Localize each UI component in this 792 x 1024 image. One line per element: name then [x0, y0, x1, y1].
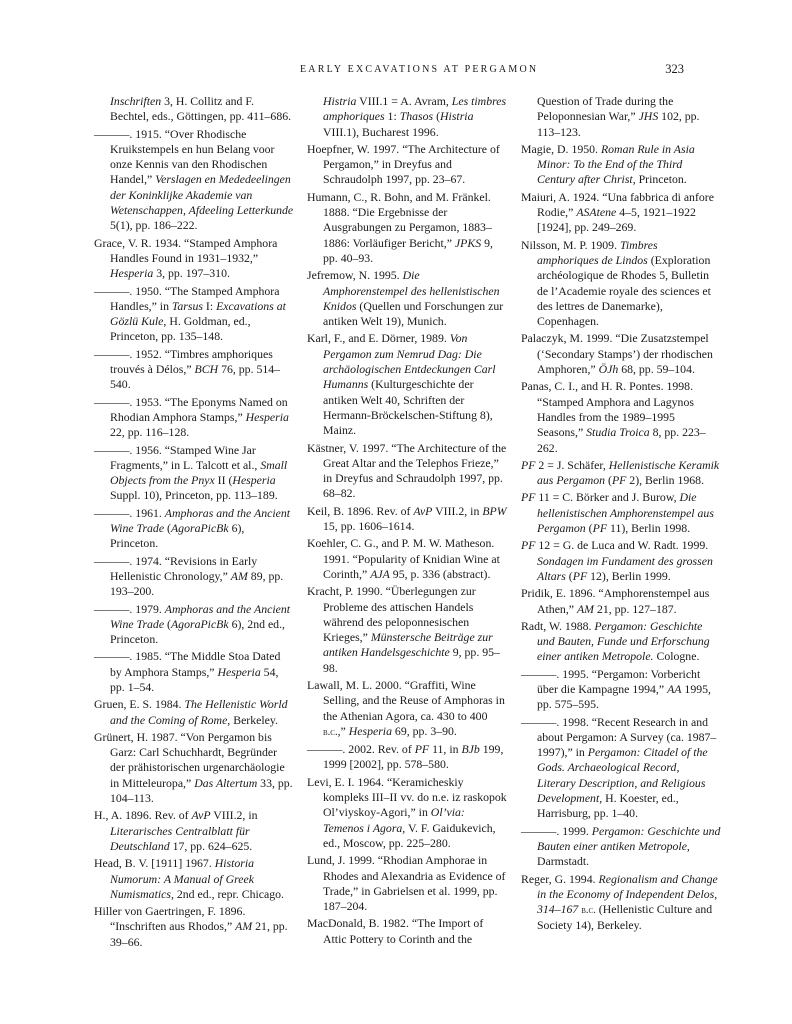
bibliography-entry: [521, 331, 721, 377]
italic-title: AvP: [191, 808, 211, 823]
entry-text: 9, pp. 40–93.: [323, 235, 493, 265]
bibliography-entry: [521, 490, 721, 536]
entry-text: 89, pp. 193–200.: [110, 568, 284, 599]
italic-title: AM: [230, 568, 248, 583]
entry-text: 2), Berlin 1968.: [626, 473, 705, 488]
italic-title: PF: [521, 457, 536, 472]
entry-text: (Hellenistic Culture and Society 14), Berkeley.: [537, 902, 713, 933]
entry-text: Question of Trade during the Peloponnesian War,”: [537, 94, 674, 124]
bibliography-column-2: [307, 94, 507, 949]
italic-title: AgoraPicBk: [170, 521, 229, 536]
entry-text: (: [565, 568, 573, 583]
bibliography-entry: [307, 916, 507, 947]
entry-text: Lawall, M. L. 2000. “Graffiti, Wine Selling, and the Reuse of Amphoras in the Athenian Agora, ca. 430 to 400: [307, 677, 505, 723]
italic-title: Small Objects from the Pnyx: [110, 457, 288, 488]
bibliography-entry-continued: [307, 94, 507, 140]
entry-text: Head, B. V. [1911] 1967.: [94, 856, 215, 871]
entry-text: Kästner, V. 1997. “The Architecture of the Great Altar and the Telephos Frieze,” in Dreyfus and Schraudolph 1997, pp. 68–82.: [307, 440, 507, 501]
italic-title: Hesperia: [348, 723, 392, 738]
entry-text: Darmstadt.: [537, 854, 590, 869]
bibliography-entry: [94, 697, 294, 728]
bibliography-entry: [521, 667, 721, 713]
entry-text: Pridik, E. 1896. “Amphorenstempel aus Athen,”: [521, 586, 710, 616]
entry-text: Berkeley.: [230, 712, 278, 727]
italic-title: Inschriften: [110, 94, 162, 108]
italic-title: AvP: [413, 503, 433, 518]
bibliography-entry: [94, 347, 294, 393]
small-caps-text: b.c.: [323, 726, 338, 738]
italic-title: Hesperia: [217, 664, 261, 679]
entry-text: Grünert, H. 1987. “Von Pergamon bis Garz: Carl Schuchhardt, Begründer der prähistorischen urgenarchäologie in Mitteleuropa,”: [94, 729, 285, 790]
entry-text: Keil, B. 1896. Rev. of: [307, 503, 414, 518]
entry-text: (Kulturgeschichte der antiken Welt 40, Schriften der Hermann-Bröckelschen-Stiftung 8), Mainz.: [323, 377, 493, 438]
italic-title: ASAtene: [576, 205, 617, 220]
italic-title: ÖJh: [598, 362, 619, 377]
entry-text: (: [164, 616, 171, 631]
italic-title: Pergamon: Citadel of the Gods. Archaeological Record, Literary Description, and Religious Development,: [537, 745, 708, 806]
entry-text: 68, pp. 59–104.: [618, 362, 695, 377]
entry-text: 6), 2nd ed., Princeton.: [110, 616, 285, 647]
italic-title: Münstersche Beiträge zur antiken Handelsgeschichte: [323, 630, 493, 660]
entry-text: VIII.2, in: [210, 808, 258, 823]
entry-text: Karl, F., and E. Dörner, 1989.: [307, 331, 450, 346]
entry-text: Hiller von Gaertringen, F. 1896. “Inschriften aus Rhodos,”: [94, 904, 246, 934]
bibliography-column-1: [94, 94, 294, 952]
entry-text: 33, pp. 104–113.: [110, 775, 293, 806]
italic-title: PF: [521, 538, 536, 553]
entry-text: MacDonald, B. 1982. “The Import of Attic Pottery to Corinth and the: [307, 916, 484, 946]
entry-text: ———. 1999.: [521, 823, 592, 838]
bibliography-entry: [94, 730, 294, 806]
entry-text: 1995, pp. 575–595.: [537, 681, 711, 712]
bibliography-entry: [307, 853, 507, 914]
entry-text: 11), Berlin 1998.: [607, 521, 691, 536]
entry-text: ———. 1985. “The Middle Stoa Dated by Amphora Stamps,”: [94, 649, 281, 679]
bibliography-entry: [94, 506, 294, 552]
entry-text: 3, H. Collitz and F. Bechtel, eds., Göttingen, pp. 411–686.: [110, 94, 292, 124]
bibliography-entry: [94, 904, 294, 950]
bibliography-entry: [521, 715, 721, 822]
italic-title: Timbres amphoriques de Lindos: [537, 237, 658, 267]
entry-text: 8, pp. 223–262.: [537, 425, 706, 455]
entry-text: 12 = G. de Luca and W. Radt. 1999.: [535, 538, 709, 553]
entry-text: Radt, W. 1988.: [521, 618, 595, 633]
italic-title: JPKS: [454, 235, 482, 250]
entry-text: 21, pp. 39–66.: [110, 919, 288, 949]
italic-title: Hellenistische Keramik aus Pergamon: [537, 457, 720, 488]
bibliography-entry: [94, 443, 294, 504]
entry-text: Koehler, C. G., and P. M. W. Matheson. 1991. “Popularity of Knidian Wine at Corinth,”: [307, 536, 500, 581]
entry-text: 21, pp. 127–187.: [594, 601, 677, 616]
entry-text: (: [585, 521, 593, 536]
italic-title: AM: [576, 601, 595, 616]
italic-title: BCH: [194, 362, 219, 377]
italic-title: Hesperia: [232, 473, 276, 488]
entry-text: VIII.1 = A. Avram,: [356, 94, 452, 108]
italic-title: Literarisches Centralblatt für Deutschland: [110, 823, 250, 853]
entry-text: ———. 1974. “Revisions in Early Hellenistic Chronology,”: [94, 553, 258, 583]
bibliography-entry: [521, 458, 721, 489]
italic-title: PF: [521, 490, 536, 505]
entry-text: Nilsson, M. P. 1909.: [521, 237, 620, 252]
bibliography-entry: [307, 504, 507, 535]
italic-title: Studia Troica: [586, 425, 650, 440]
italic-title: AJA: [370, 566, 390, 581]
bibliography-entry-continued: [521, 94, 721, 140]
italic-title: AM: [235, 919, 253, 934]
bibliography-entry: [94, 602, 294, 648]
entry-text: 3, pp. 197–310.: [153, 266, 230, 281]
entry-text: Palaczyk, M. 1999. “Die Zusatzstempel (‘Secondary Stamps’) der rhodischen Amphoren,”: [521, 331, 713, 377]
entry-text: (Exploration archéologique de Rhodes 5, Bulletin de l’Academie royale des sciences et des lettres de Danemarke), Copenhagen.: [537, 252, 711, 329]
entry-text: 2nd ed., repr. Chicago.: [173, 886, 284, 901]
italic-title: Histria: [440, 109, 474, 124]
italic-title: PF: [572, 568, 588, 583]
italic-title: Verslagen en Mededeelingen der Koninklijke Akademie van Wetenschappen, Afdeeling Letterkunde: [110, 172, 294, 218]
bibliography-entry: [94, 284, 294, 345]
entry-text: Jefremow, N. 1995.: [307, 268, 403, 283]
bibliography-entry: [521, 379, 721, 455]
entry-text: Princeton.: [635, 172, 687, 187]
bibliography-entry: [94, 808, 294, 854]
italic-title: Regionalism and Change in the Economy of Independent Delos, 314–167: [537, 871, 718, 917]
entry-text: Panas, C. I., and H. R. Pontes. 1998. “Stamped Amphora and Lagynos Handles from the 1989–1995 Seasons,”: [521, 379, 694, 440]
entry-text: ———. 1952. “Timbres amphoriques trouvés à Délos,”: [94, 346, 273, 377]
entry-text: Magie, D. 1950.: [521, 141, 601, 156]
entry-text: 76, pp. 514–540.: [110, 362, 281, 392]
entry-text: Humann, C., R. Bohn, and M. Fränkel. 1888. “Die Ergebnisse der Ausgrabungen zu Pergamon, 1883–1886: Vorläufiger Bericht,”: [307, 189, 492, 250]
entry-text: 11, in: [429, 742, 462, 757]
entry-text: 12), Berlin 1999.: [587, 568, 671, 583]
bibliography-entry: [94, 236, 294, 282]
entry-text: ,”: [337, 723, 349, 738]
entry-text: 6), Princeton.: [110, 521, 245, 551]
italic-title: Pergamon: Geschichte und Bauten, Funde und Erforschung einer antiken Metropole.: [537, 618, 710, 664]
bibliography-entry: [94, 856, 294, 902]
italic-title: Pergamon: Geschichte und Bauten einer antiken Metropole,: [537, 823, 721, 853]
entry-text: Hoepfner, W. 1997. “The Architecture of Pergamon,” in Dreyfus and Schraudolph 1997, pp. 23–67.: [307, 141, 500, 187]
entry-text: ———. 1961.: [94, 505, 165, 520]
entry-text: Levi, E. I. 1964. “Keramicheskiy kompleks III–II vv. do n.e. iz raskopok Ol’viyskoy-Agori,” in: [307, 774, 507, 820]
bibliography-entry: [307, 584, 507, 676]
entry-text: V. F. Gaidukevich, ed., Moscow, pp. 225–280.: [323, 820, 496, 850]
bibliography-entry: [307, 441, 507, 502]
entry-text: 2 = J. Schäfer,: [535, 457, 609, 472]
entry-text: 22, pp. 116–128.: [110, 425, 190, 440]
bibliography-entry: [521, 142, 721, 188]
italic-title: Von Pergamon zum Nemrud Dag: Die archäologischen Entdeckungen Carl Humanns: [323, 331, 496, 392]
italic-title: PF: [414, 742, 430, 757]
italic-title: AA: [667, 681, 682, 696]
bibliography-entry-continued: [94, 94, 294, 125]
entry-text: (Quellen und Forschungen zur antiken Welt 19), Munich.: [323, 298, 504, 329]
italic-title: The Hellenistic World and the Coming of Rome,: [110, 697, 288, 727]
entry-text: (: [164, 521, 171, 536]
italic-title: BJb: [461, 742, 480, 757]
page-number: 323: [665, 62, 684, 76]
bibliography-entry: [94, 127, 294, 234]
small-caps-text: b.c.: [581, 905, 596, 917]
entry-text: Grace, V. R. 1934. “Stamped Amphora Handles Found in 1931–1932,”: [94, 235, 278, 265]
entry-text: 102, pp. 113–123.: [537, 109, 700, 139]
entry-text: 69, pp. 3–90.: [391, 723, 457, 738]
entry-text: 15, pp. 1606–1614.: [323, 519, 415, 534]
entry-text: Cologne.: [653, 649, 700, 664]
entry-text: Gruen, E. S. 1984.: [94, 697, 185, 712]
entry-text: 54, pp. 1–54.: [110, 664, 279, 694]
entry-text: 95, p. 336 (abstract).: [389, 566, 491, 581]
entry-text: (: [433, 109, 441, 124]
italic-title: PF: [611, 473, 627, 488]
bibliography-entry: [94, 395, 294, 441]
bibliography-entry: [307, 268, 507, 329]
entry-text: ———. 1915. “Over Rhodische Kruikstempels en hun Belang voor onze Kennis van den Rhodischen Handel,”: [94, 126, 275, 187]
entry-text: H., A. 1896. Rev. of: [94, 808, 192, 823]
entry-text: 1:: [384, 109, 400, 124]
running-head: EARLY EXCAVATIONS AT PERGAMON: [300, 64, 539, 75]
entry-text: VIII.1), Bucharest 1996.: [323, 124, 439, 139]
italic-title: Thasos: [399, 109, 434, 124]
bibliography-entry: [521, 619, 721, 665]
entry-text: ———. 1953. “The Eponyms Named on Rhodian Amphora Stamps,”: [94, 394, 288, 424]
bibliography-entry: [94, 554, 294, 600]
bibliography-entry: [307, 536, 507, 582]
bibliography-entry: [307, 775, 507, 851]
bibliography-entry: [521, 824, 721, 870]
entry-text: Kracht, P. 1990. “Überlegungen zur Probleme des attischen Handels während des peloponnesischen Krieges,”: [307, 584, 476, 645]
entry-text: ———. 1998. “Recent Research in and about Pergamon: A Survey (ca. 1987–1997),” in: [521, 714, 717, 760]
entry-text: H. Koester, ed., Harrisburg, pp. 1–40.: [537, 791, 679, 821]
entry-text: H. Goldman, ed., Princeton, pp. 135–148.: [110, 314, 251, 344]
entry-text: 11 = C. Börker and J. Burow,: [535, 490, 680, 505]
bibliography-entry: [521, 538, 721, 584]
entry-text: 4–5, 1921–1922 [1924], pp. 249–269.: [537, 205, 696, 235]
entry-text: (: [605, 473, 612, 488]
italic-title: Amphoras and the Ancient Wine Trade: [110, 601, 291, 631]
entry-text: VIII.2, in: [432, 503, 483, 518]
bibliography-entry: [307, 678, 507, 740]
italic-title: BPW: [482, 503, 507, 518]
entry-text: ———. 1956. “Stamped Wine Jar Fragments,” in L. Talcott et al.,: [94, 442, 261, 472]
entry-text: 199, 1999 [2002], pp. 578–580.: [323, 742, 504, 772]
bibliography-entry: [521, 238, 721, 330]
entry-text: ———. 2002. Rev. of: [307, 742, 415, 757]
entry-text: Reger, G. 1994.: [521, 871, 599, 886]
entry-text: ———. 1950. “The Stamped Amphora Handles,” in: [94, 283, 280, 313]
entry-text: ———. 1979.: [94, 601, 165, 616]
italic-title: AgoraPicBk: [170, 616, 229, 631]
entry-text: 9, pp. 95–98.: [323, 645, 500, 675]
italic-title: JHS: [638, 109, 659, 124]
entry-text: ———. 1995. “Pergamon: Vorbericht über die Kampagne 1994,”: [521, 666, 701, 696]
bibliography-entry: [307, 331, 507, 438]
italic-title: Die Amphorenstempel des hellenistischen Knidos: [323, 268, 500, 313]
italic-title: Hesperia: [245, 409, 289, 424]
italic-title: Les timbres amphoriques: [323, 94, 507, 124]
entry-text: 5(1), pp. 186–222.: [110, 218, 198, 233]
italic-title: Histria: [323, 94, 357, 108]
bibliography-entry: [521, 586, 721, 617]
italic-title: Excavations at Gözlü Kule,: [110, 298, 286, 329]
bibliography-column-3: [521, 94, 721, 936]
entry-text: I:: [202, 298, 217, 313]
italic-title: Roman Rule in Asia Minor: To the End of the Third Century after Christ,: [537, 141, 695, 187]
bibliography-entry: [521, 190, 721, 236]
italic-title: Das Altertum: [194, 775, 258, 790]
bibliography-entry: [307, 190, 507, 266]
bibliography-entry: [521, 872, 721, 934]
bibliography-entry: [307, 142, 507, 188]
bibliography-entry: [94, 649, 294, 695]
bibliography-entry: [307, 742, 507, 773]
entry-text: 17, pp. 624–625.: [169, 838, 253, 853]
entry-text: Maiuri, A. 1924. “Una fabbrica di anfore Rodie,”: [521, 189, 714, 220]
entry-text: Lund, J. 1999. “Rhodian Amphorae in Rhodes and Alexandria as Evidence of Trade,” in Gabrielsen et al. 1999, pp. 187–204.: [307, 853, 506, 914]
italic-title: Hesperia: [110, 266, 154, 281]
entry-text: Suppl. 10), Princeton, pp. 113–189.: [110, 488, 278, 503]
entry-text: II (: [214, 473, 233, 488]
italic-title: Amphoras and the Ancient Wine Trade: [110, 505, 291, 536]
italic-title: Historia Numorum: A Manual of Greek Numismatics,: [110, 856, 255, 901]
italic-title: Tarsus: [171, 298, 203, 313]
italic-title: Die hellenistischen Amphorenstempel aus Pergamon: [537, 490, 714, 536]
italic-title: Sondagen im Fundament des grossen Altars: [537, 553, 713, 583]
italic-title: PF: [592, 521, 608, 536]
italic-title: Ol’via: Temenos i Agora,: [323, 805, 465, 835]
